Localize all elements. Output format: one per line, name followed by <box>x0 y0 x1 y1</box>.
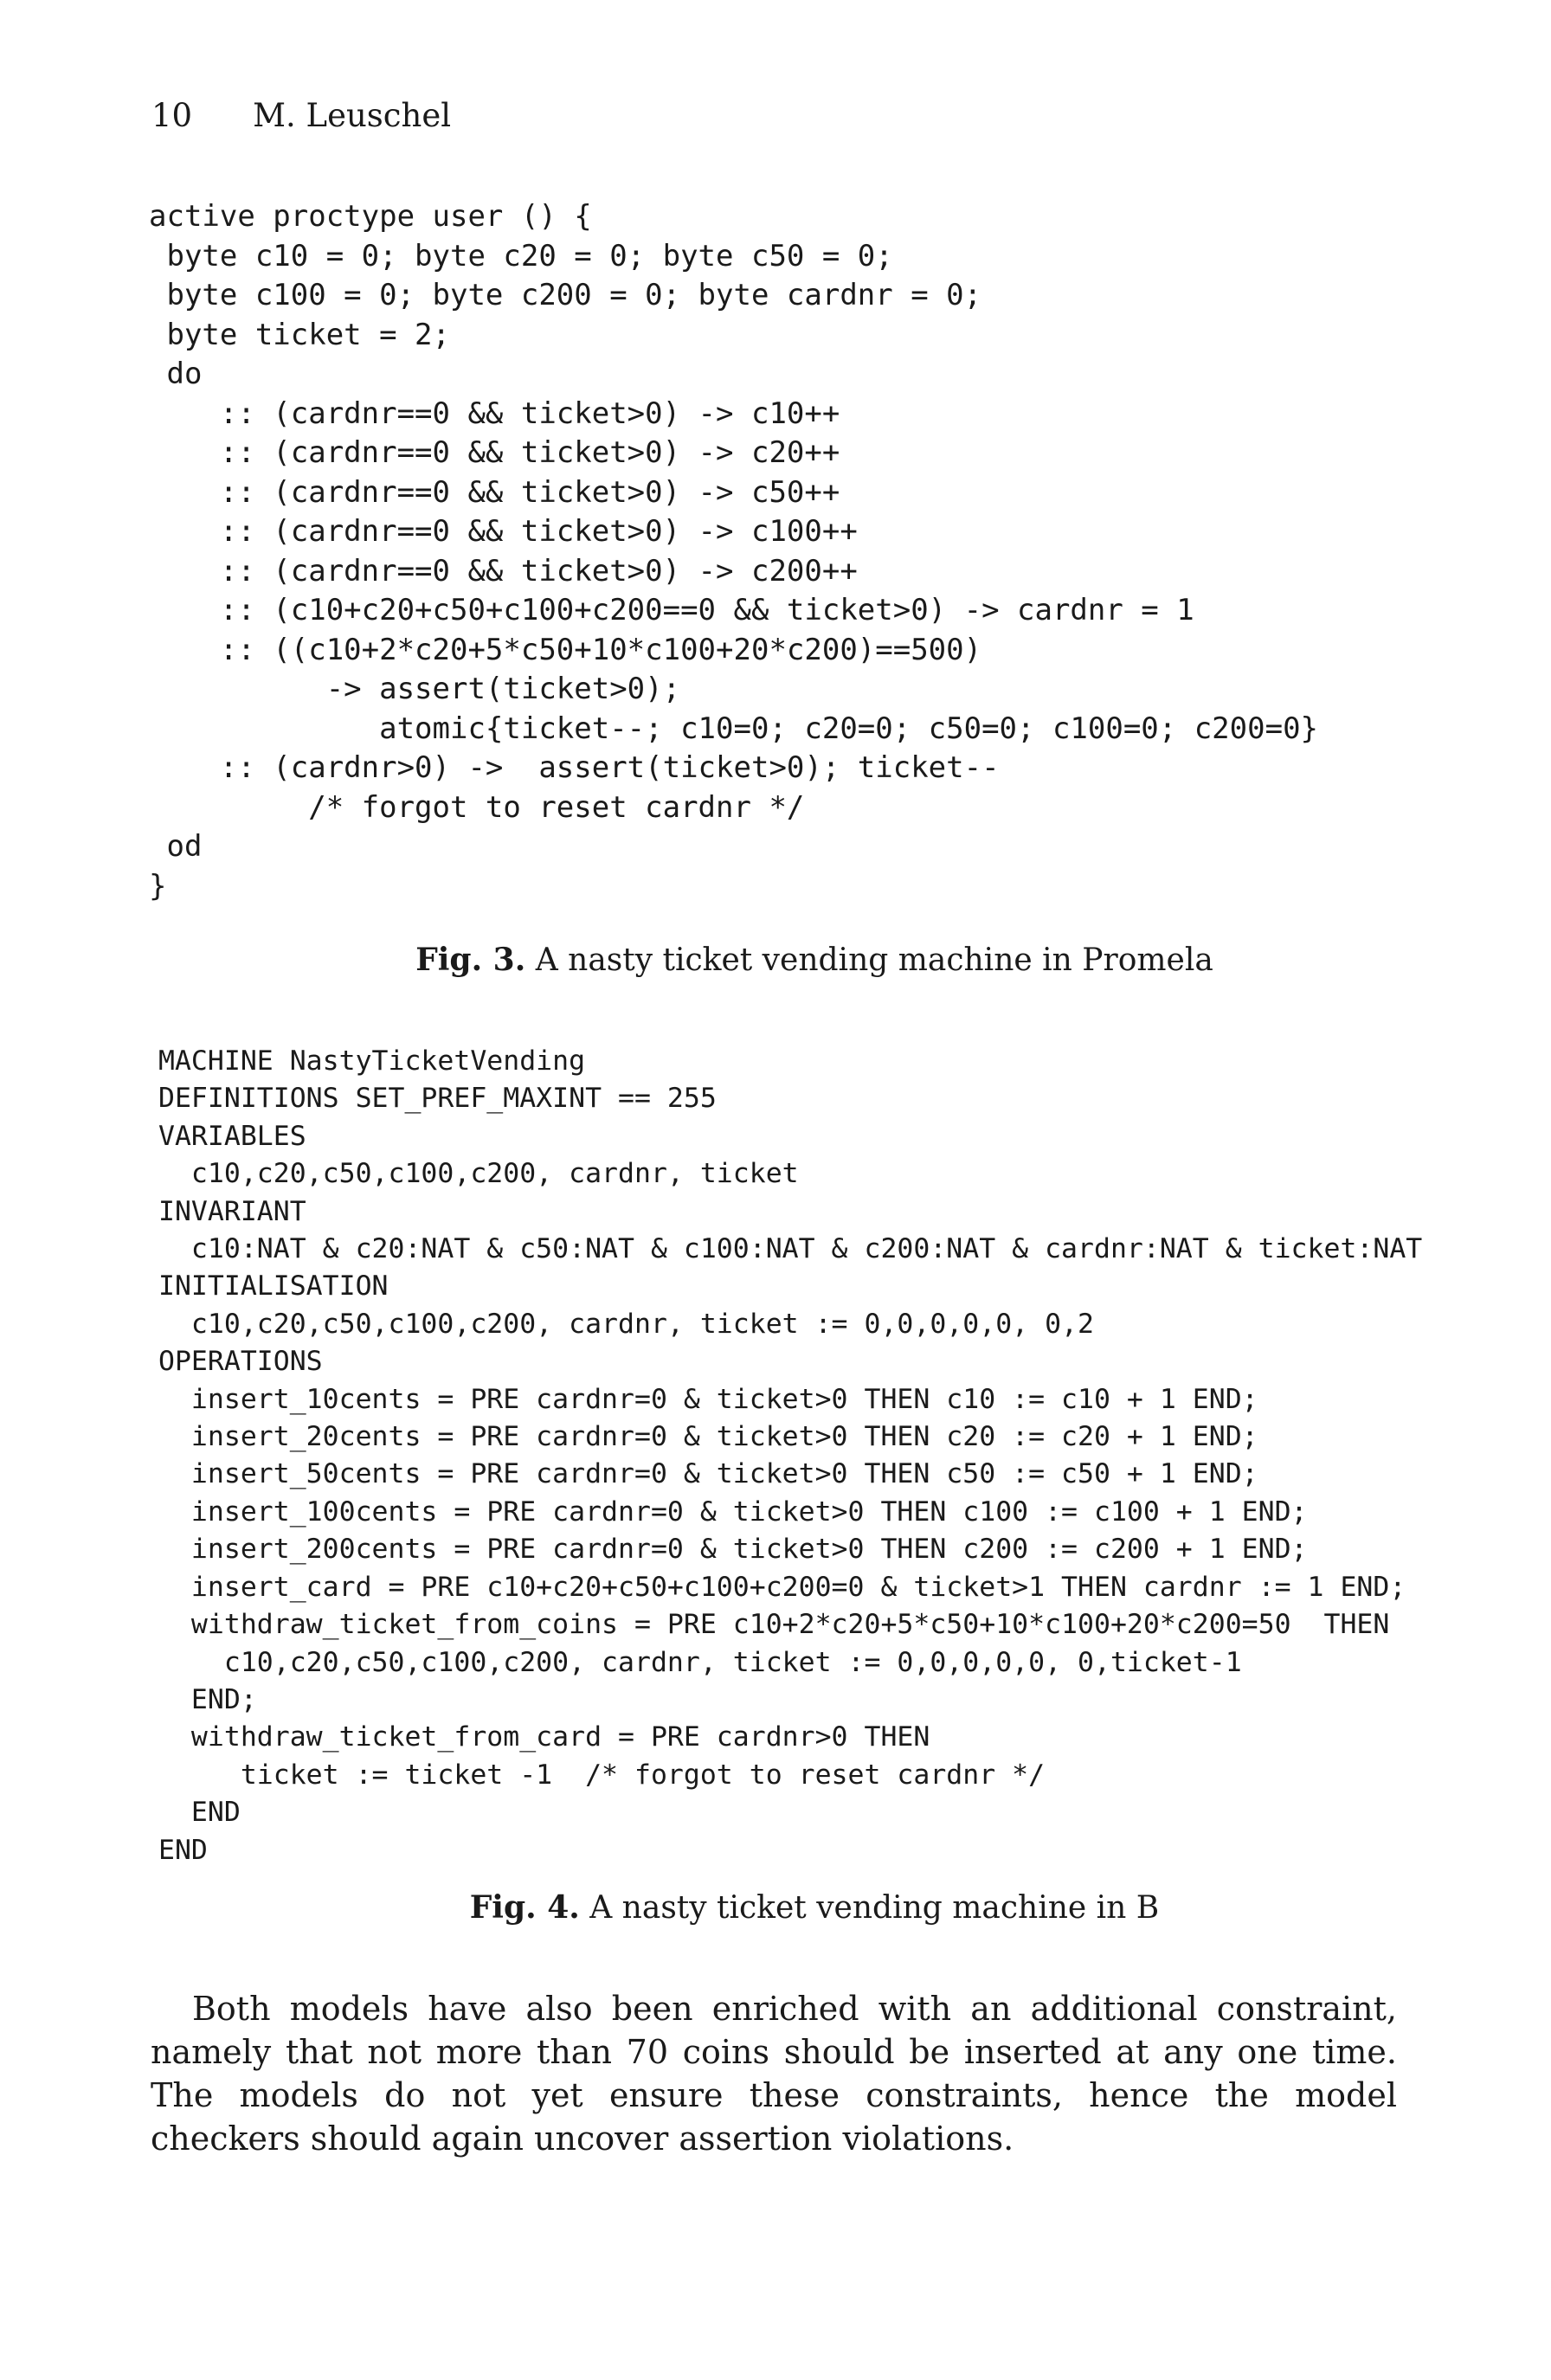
code-line: INITIALISATION <box>158 1270 389 1303</box>
code-line: c10,c20,c50,c100,c200, cardnr, ticket <box>158 1158 799 1190</box>
code-line: END; <box>158 1683 257 1715</box>
code-line: insert_50cents = PRE cardnr=0 & ticket>0 THEN c50 := c50 + 1 END; <box>158 1458 1258 1490</box>
figure-4-label: Fig. 4. <box>469 1889 580 1926</box>
promela-code-listing <box>149 197 1318 906</box>
code-line: END <box>158 1797 241 1829</box>
code-line: withdraw_ticket_from_coins = PRE c10+2*c20+5*c50+10*c100+20*c200=50 THEN <box>158 1609 1390 1641</box>
code-line: c10,c20,c50,c100,c200, cardnr, ticket := 0,0,0,0,0, 0,2 <box>158 1308 1094 1340</box>
code-line: -> assert(ticket>0); <box>149 672 681 706</box>
code-line: byte c100 = 0; byte c200 = 0; byte cardnr = 0; <box>149 278 982 312</box>
figure-4-caption-text: A nasty ticket vending machine in B <box>579 1890 1160 1926</box>
code-line: :: (cardnr==0 && ticket>0) -> c50++ <box>149 474 840 510</box>
code-line: :: (cardnr==0 && ticket>0) -> c10++ <box>149 396 840 431</box>
figure-3-caption <box>0 942 1551 978</box>
code-line: insert_100cents = PRE cardnr=0 & ticket>0 THEN c100 := c100 + 1 END; <box>158 1496 1308 1528</box>
code-line: :: (c10+c20+c50+c100+c200==0 && ticket>0) -> cardnr = 1 <box>149 593 1194 627</box>
code-line: byte c10 = 0; byte c20 = 0; byte c50 = 0; <box>149 238 893 273</box>
code-line: } <box>149 868 167 904</box>
code-line: active proctype user () { <box>149 199 592 234</box>
code-line: END <box>158 1834 208 1866</box>
body-paragraph: Both models have also been enriched with an additional constraint, namely that not more than 70 coins should be inserted at any one time. The models do not yet ensure these constraints, hence the model checkers should again uncover assertion violations. <box>151 1990 1397 2158</box>
code-line: :: (cardnr==0 && ticket>0) -> c200++ <box>149 553 858 589</box>
code-line: byte ticket = 2; <box>149 317 450 352</box>
running-header-author: M. Leuschel <box>253 97 452 134</box>
code-line: INVARIANT <box>158 1195 306 1227</box>
code-line: :: ((c10+2*c20+5*c50+10*c100+20*c200)==500) <box>149 632 982 667</box>
b-machine-code-listing <box>158 1043 1422 1869</box>
code-line: do <box>149 357 203 391</box>
code-line: :: (cardnr==0 && ticket>0) -> c20++ <box>149 435 840 470</box>
code-line: insert_card = PRE c10+c20+c50+c100+c200=0 & ticket>1 THEN cardnr := 1 END; <box>158 1571 1406 1603</box>
figure-3-label: Fig. 3. <box>415 942 526 978</box>
code-line: atomic{ticket--; c10=0; c20=0; c50=0; c100=0; c200=0} <box>149 711 1319 746</box>
code-line: withdraw_ticket_from_card = PRE cardnr>0 THEN <box>158 1721 930 1753</box>
code-line: :: (cardnr==0 && ticket>0) -> c100++ <box>149 514 858 549</box>
code-line: :: (cardnr>0) -> assert(ticket>0); ticket-- <box>149 750 1000 785</box>
code-line: od <box>149 829 203 864</box>
code-line: DEFINITIONS SET_PREF_MAXINT == 255 <box>158 1083 717 1115</box>
code-line: insert_10cents = PRE cardnr=0 & ticket>0 THEN c10 := c10 + 1 END; <box>158 1383 1258 1415</box>
code-line: MACHINE NastyTicketVending <box>158 1045 586 1077</box>
running-header <box>151 97 451 134</box>
code-line: c10,c20,c50,c100,c200, cardnr, ticket := 0,0,0,0,0, 0,ticket-1 <box>158 1646 1242 1678</box>
code-line: /* forgot to reset cardnr */ <box>149 789 805 825</box>
code-line: OPERATIONS <box>158 1346 323 1378</box>
code-line: ticket := ticket -1 /* forgot to reset cardnr */ <box>158 1759 1046 1791</box>
code-line: c10:NAT & c20:NAT & c50:NAT & c100:NAT & c200:NAT & cardnr:NAT & ticket:NAT <box>158 1233 1423 1265</box>
figure-4-caption <box>0 1889 1551 1926</box>
page-number: 10 <box>151 97 193 134</box>
code-line: VARIABLES <box>158 1120 306 1152</box>
figure-3-caption-text: A nasty ticket vending machine in Promela <box>525 942 1213 978</box>
code-line: insert_20cents = PRE cardnr=0 & ticket>0 THEN c20 := c20 + 1 END; <box>158 1421 1258 1453</box>
code-line: insert_200cents = PRE cardnr=0 & ticket>0 THEN c200 := c200 + 1 END; <box>158 1534 1308 1566</box>
